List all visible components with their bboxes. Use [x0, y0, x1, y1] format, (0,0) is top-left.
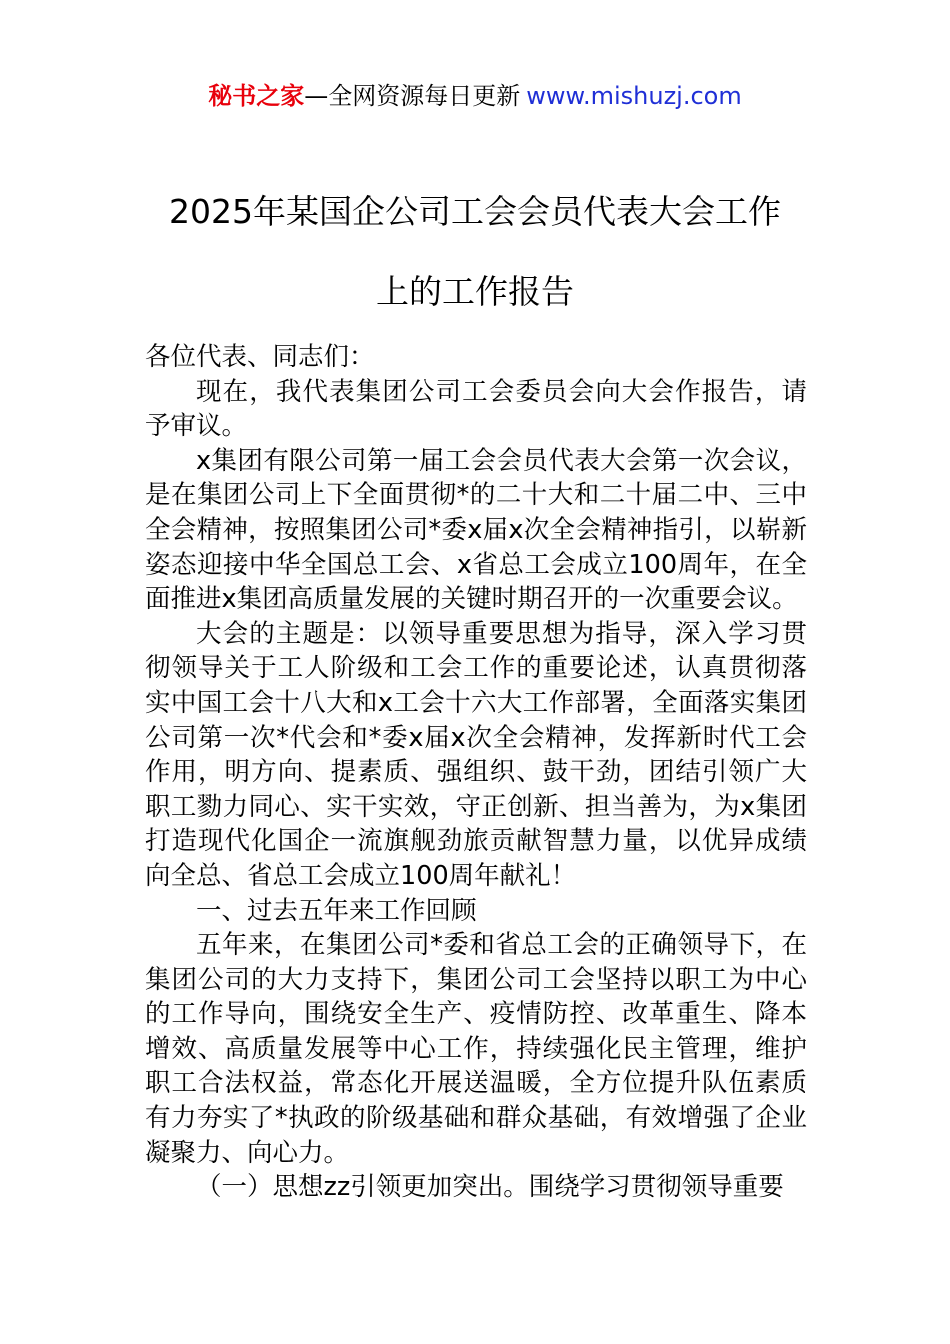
salutation: 各位代表、同志们：	[145, 342, 375, 372]
paragraph: 大会的主题是：以领导重要思想为指导，深入学习贯彻领导关于工人阶级和工会工作的重要论述，认真贯彻落实中国工会十八大和x工会十六大工作部署，全面落实集团公司第一次*代会和*委x届x次全会精神，发挥新时代工会作用，明方向、提素质、强组织、鼓干劲，团结引领广大职工勠力同心、实干实效，守正创新、担当善为，为x集团打造现代化国企一流旗舰劲旅贡献智慧力量，以优异成绩向全总、省总工会成立100周年献礼！	[145, 618, 807, 891]
paragraph: 五年来，在集团公司*委和省总工会的正确领导下，在集团公司的大力支持下，集团公司工会坚持以职工为中心的工作导向，围绕安全生产、疫情防控、改革重生、降本增效、高质量发展等中心工作，持续强化民主管理，维护职工合法权益，常态化开展送温暖，全方位提升队伍素质有力夯实了*执政的阶级基础和群众基础，有效增强了企业凝聚力、向心力。	[145, 930, 807, 1168]
section-heading: 一、过去五年来工作回顾	[196, 895, 477, 926]
document-title-line-1: 2025年某国企公司工会会员代表大会工作	[169, 192, 781, 231]
document-title	[60, 172, 890, 332]
site-slogan: —全网资源每日更新	[304, 82, 521, 110]
site-header	[0, 80, 950, 112]
site-brand: 秘书之家	[208, 82, 305, 110]
subsection-heading: （一）思想zz引领更加突出。围绕学习贯彻领导重要	[196, 1172, 784, 1203]
paragraph: 现在，我代表集团公司工会委员会向大会作报告，请予审议。	[145, 376, 807, 442]
site-url-link[interactable]: www.mishuzj.com	[526, 82, 742, 110]
document-body	[145, 340, 807, 1205]
document-title-line-2: 上的工作报告	[376, 272, 574, 311]
paragraph: x集团有限公司第一届工会会员代表大会第一次会议，是在集团公司上下全面贯彻*的二十大和二十届二中、三中全会精神，按照集团公司*委x届x次全会精神指引，以崭新姿态迎接中华全国总工会、x省总工会成立100周年，在全面推进x集团高质量发展的关键时期召开的一次重要会议。	[145, 445, 807, 615]
